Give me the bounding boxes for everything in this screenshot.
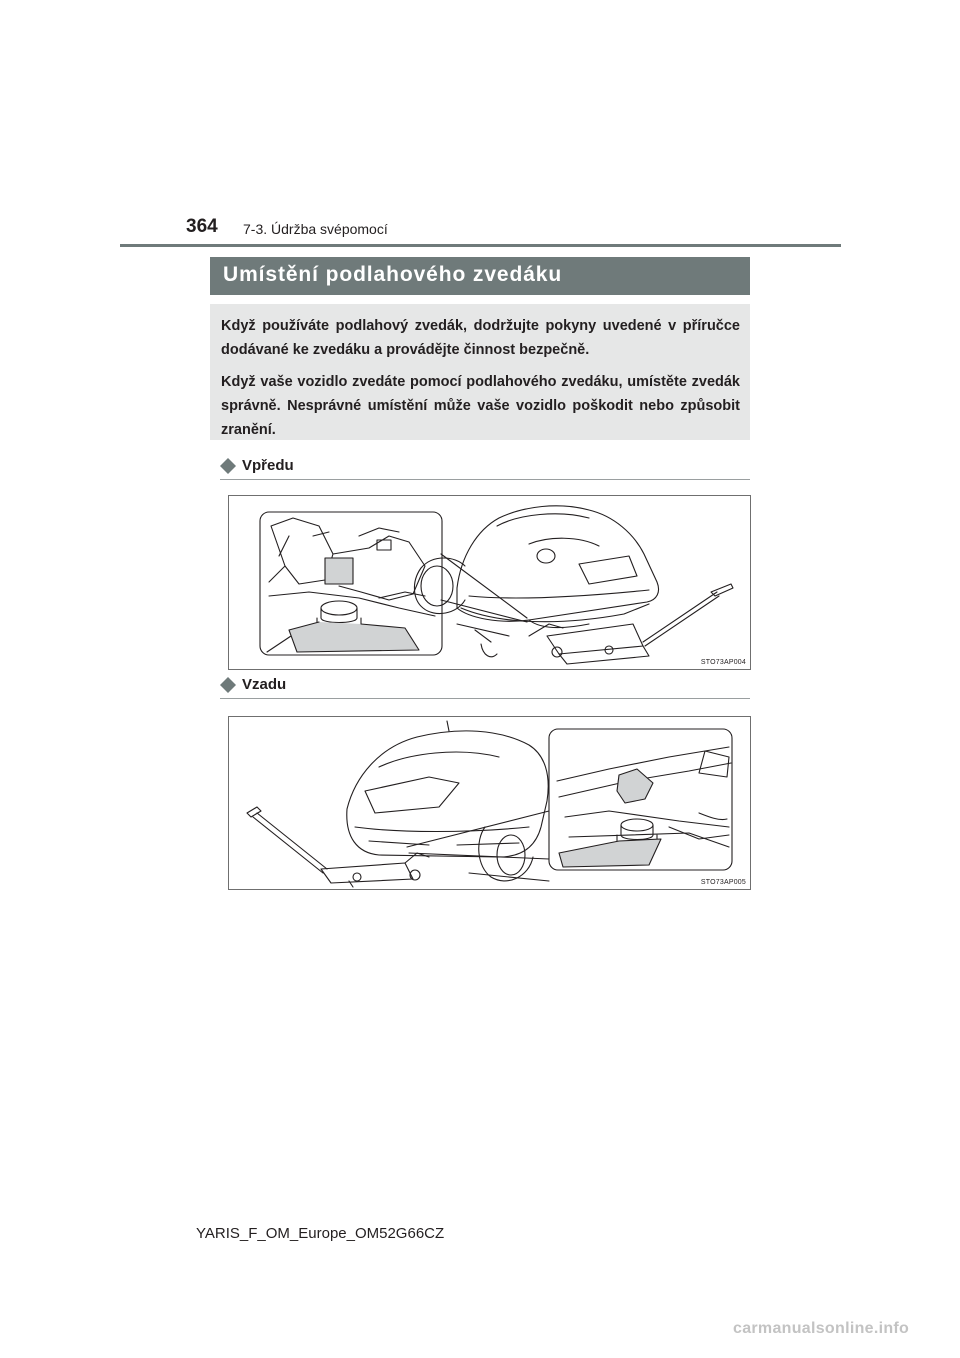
subsection-rule bbox=[220, 479, 750, 480]
header-rule bbox=[120, 244, 841, 247]
rear-jack-illustration bbox=[229, 717, 750, 889]
page-number: 364 bbox=[186, 216, 218, 237]
subsection-heading-front bbox=[220, 456, 750, 482]
figure-code: STO73AP005 bbox=[700, 879, 746, 886]
subsection-label: Vzadu bbox=[242, 676, 287, 693]
watermark: carmanualsonline.info bbox=[733, 1320, 910, 1337]
diamond-bullet-icon bbox=[220, 677, 236, 693]
intro-paragraph-2: Když vaše vozidlo zvedáte pomocí podlahového zvedáku, umístěte zvedák správně. Nesprávné umístění může vaše vozidlo poškodit nebo způsobit zranění. bbox=[221, 374, 740, 438]
intro-paragraph-1: Když používáte podlahový zvedák, dodržujte pokyny uvedené v příručce dodávané ke zvedáku a provádějte činnost bezpečně. bbox=[221, 318, 740, 358]
intro-box bbox=[210, 304, 750, 440]
front-jack-illustration bbox=[229, 496, 750, 669]
subsection-heading-rear bbox=[220, 675, 750, 701]
document-code: YARIS_F_OM_Europe_OM52G66CZ bbox=[196, 1225, 445, 1242]
figure-rear-jack-point bbox=[228, 716, 751, 890]
figure-front-jack-point bbox=[228, 495, 751, 670]
figure-code: STO73AP004 bbox=[700, 659, 746, 666]
section-title-bar bbox=[210, 257, 750, 295]
breadcrumb: 7-3. Údržba svépomocí bbox=[243, 221, 388, 237]
section-title: Umístění podlahového zvedáku bbox=[223, 263, 563, 286]
diamond-bullet-icon bbox=[220, 458, 236, 474]
subsection-label: Vpředu bbox=[242, 457, 294, 474]
subsection-rule bbox=[220, 698, 750, 699]
